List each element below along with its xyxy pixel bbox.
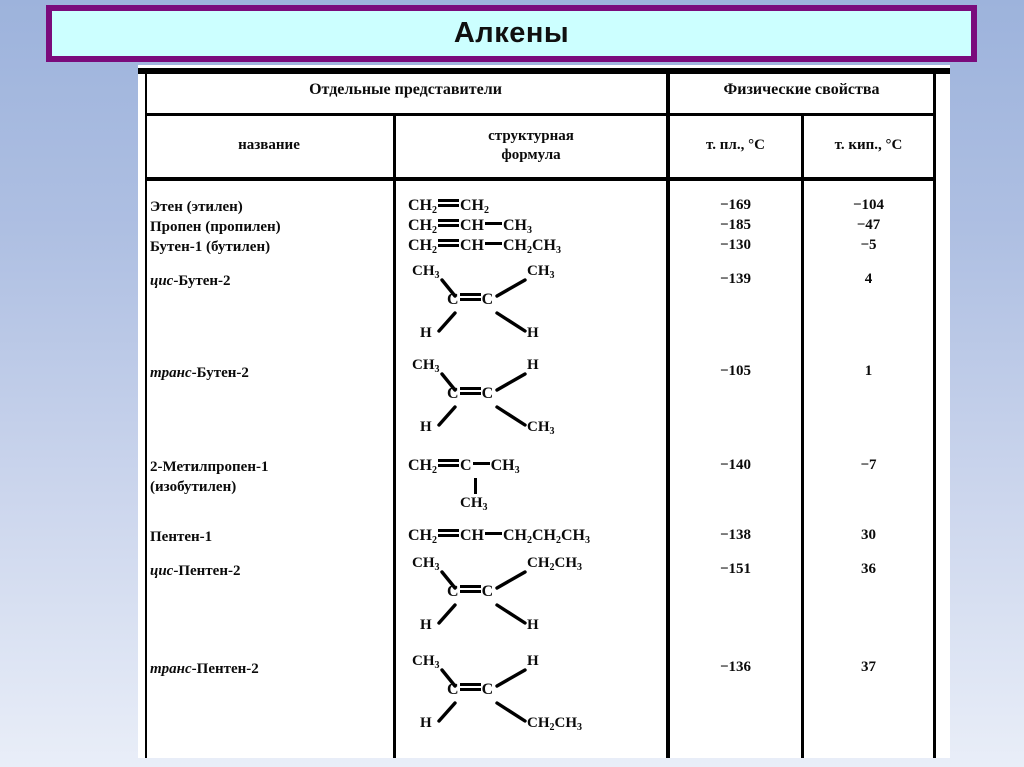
substituent-top-left: $CH_3$ [412,555,440,573]
compound-name-text: -Пентен-2 [173,563,241,579]
header-physical-properties: Физические свойства [723,81,880,98]
structural-formula: $CH_2$ CH $CH_3$ [408,217,532,236]
substituent-top-left: $CH_3$ [412,263,440,281]
substituent-bottom-right: $CH_3$ [527,419,555,437]
compound-name-text: Пентен-1 [150,529,213,545]
structural-formula-branched [408,457,520,513]
double-bond-icon [438,529,459,537]
compound-name-line [150,237,392,257]
branch-group: $CH_3$ [460,495,488,513]
melting-point-value: −136 [719,659,752,675]
compound-name-line [150,363,392,383]
boiling-point-value: 4 [864,271,873,287]
melting-point-value: −151 [719,561,752,577]
substituent-bottom-right: H [527,325,539,341]
compound-name-text: Пропен (пропилен) [150,219,281,235]
melting-point-value: −105 [719,363,752,379]
column-header-name: название [238,137,300,153]
compound-name-prefix: транс [150,661,192,677]
substituent-top-right: $CH_2CH_3$ [527,555,582,573]
single-bond-icon [485,242,502,245]
column-header-boiling: т. кип., °C [834,137,903,153]
compound-name-prefix: цис [150,563,174,579]
single-bond-icon [473,462,490,465]
column-header-formula-line1: структурная [488,128,574,144]
melting-point-value: −138 [719,527,752,543]
substituent-bottom-left: H [420,419,432,435]
compound-name-prefix: цис [150,273,174,289]
compound-name-line [150,477,392,497]
carbon-double-bond: C C [447,385,494,402]
slide-title-box [46,5,977,62]
substituent-top-left: $CH_3$ [412,653,440,671]
name-formula-divider [393,113,396,758]
boiling-point-value: 37 [861,659,876,675]
bond-lines-icon [410,357,610,445]
boiling-point-value: 36 [861,561,876,577]
header-divider-line [145,113,936,116]
compound-name [150,237,392,257]
double-bond-icon [460,293,481,301]
compound-name-line [150,271,392,291]
cis-trans-structure [410,555,610,643]
melting-point-value: −130 [719,237,752,253]
substituent-bottom-left: H [420,325,432,341]
structural-formula: $CH_2$ CH $CH_2CH_3$ [408,237,561,256]
compound-name-text: Этен (этилен) [150,199,243,215]
melting-point-value: −140 [719,457,752,473]
header-representatives: Отдельные представители [309,81,502,98]
table-left-border [145,68,147,758]
compound-name [150,217,392,237]
structural-formula: $CH_2$ $CH_2$ [408,197,489,216]
compound-name [150,561,392,581]
column-header-melting: т. пл., °C [706,137,765,153]
substituent-top-left: $CH_3$ [412,357,440,375]
compound-name [150,197,392,217]
single-bond-icon [485,222,502,225]
compound-name-prefix: транс [150,365,192,381]
double-bond-icon [438,459,459,467]
compound-name-text: -Пентен-2 [191,661,259,677]
subheader-divider-line [145,177,936,181]
compound-name-line [150,561,392,581]
carbon-double-bond: C C [447,291,494,308]
structural-formula: $CH_2$ CH $CH_2CH_2CH_3$ [408,527,590,546]
boiling-point-value: −104 [852,197,885,213]
compound-name [150,457,392,497]
bond-lines-icon [410,263,610,351]
double-bond-icon [460,683,481,691]
cis-trans-structure [410,653,610,741]
double-bond-icon [438,219,459,227]
boiling-point-value: −47 [856,217,881,233]
compound-name-text: (изобутилен) [150,479,237,495]
double-bond-icon [438,239,459,247]
table-top-border [138,68,950,74]
melting-point-value: −139 [719,271,752,287]
boiling-point-value: −5 [860,237,877,253]
double-bond-icon [460,585,481,593]
compound-name-line [150,217,392,237]
substituent-bottom-left: H [420,715,432,731]
substituent-bottom-right: H [527,617,539,633]
melting-point-value: −169 [719,197,752,213]
vertical-bond-icon [474,478,477,494]
column-header-formula [396,127,666,165]
carbon-double-bond: C C [447,681,494,698]
slide-title: Алкены [453,17,570,49]
double-bond-icon [438,199,459,207]
compound-name [150,527,392,547]
compound-name-line [150,659,392,679]
substituent-top-right: $CH_3$ [527,263,555,281]
single-bond-icon [485,532,502,535]
boiling-point-value: 1 [864,363,873,379]
compound-name-line [150,197,392,217]
compound-name [150,659,392,679]
substituent-top-right: H [527,357,539,373]
main-chain: $CH_2$ C $CH_3$ [408,457,520,476]
boiling-point-value: −7 [860,457,877,473]
carbon-double-bond: C C [447,583,494,600]
compound-name-text: -Бутен-2 [173,273,231,289]
substituent-bottom-right: $CH_2CH_3$ [527,715,582,733]
alkenes-table [138,65,950,758]
compound-name [150,271,392,291]
double-bond-icon [460,387,481,395]
compound-name-text: Бутен-1 (бутилен) [150,239,271,255]
substituent-bottom-left: H [420,617,432,633]
substituent-top-right: H [527,653,539,669]
formula-properties-divider [666,68,670,758]
compound-name-line [150,527,392,547]
compound-name [150,363,392,383]
cis-trans-structure [410,357,610,445]
table-right-border [933,68,936,758]
melting-point-value: −185 [719,217,752,233]
compound-name-text: 2-Метилпропен-1 [150,459,269,475]
boiling-point-value: 30 [861,527,876,543]
compound-name-line [150,457,392,477]
compound-name-text: -Бутен-2 [191,365,249,381]
cis-trans-structure [410,263,610,351]
column-header-formula-line2: формула [501,147,561,163]
